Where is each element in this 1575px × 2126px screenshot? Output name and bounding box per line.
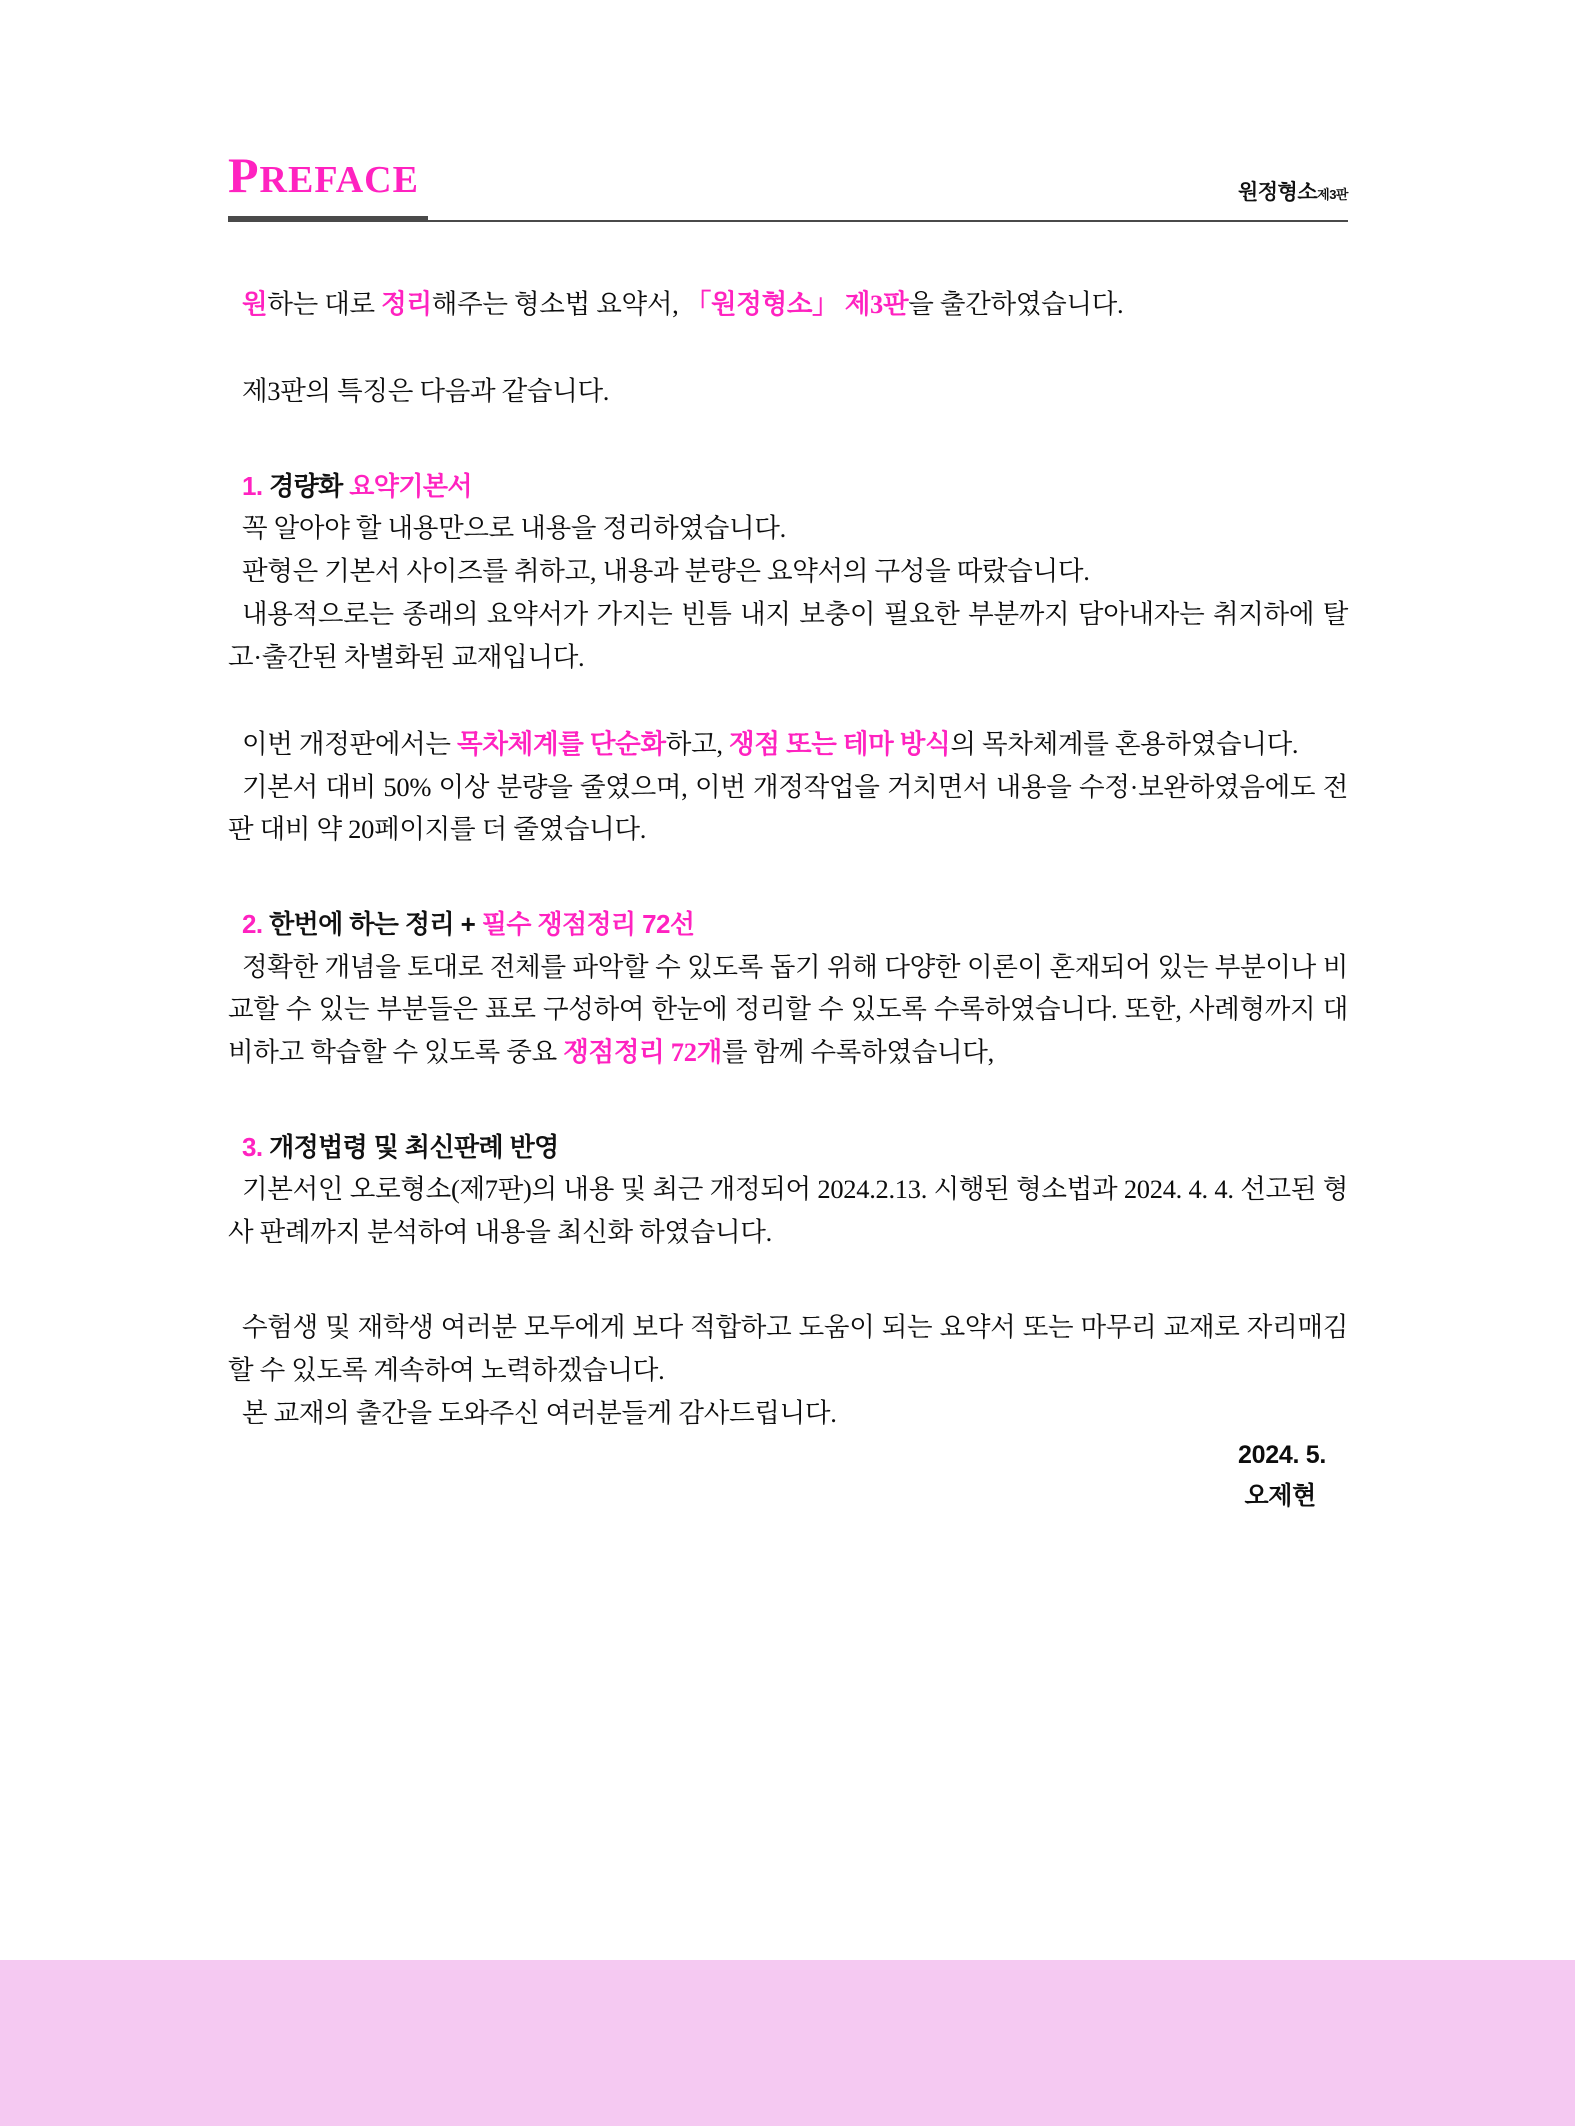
s2p1-text-b: 를 함께 수록하였습니다, bbox=[721, 1037, 994, 1068]
section-3-paragraph-1: 기본서인 오로형소(제7판)의 내용 및 최근 개정되어 2024.2.13. 시행된 형소법과 2024. 4. 4. 선고된 형사 판례까지 분석하여 내용을 최신화 하였습니다. bbox=[228, 1174, 1348, 1248]
intro-text-a: 하는 대로 bbox=[267, 289, 382, 319]
header-divider-thick bbox=[228, 216, 428, 221]
book-edition: 제3판 bbox=[1317, 187, 1348, 202]
section-1-paragraph-1: 꼭 알아야 할 내용만으로 내용을 정리하였습니다. bbox=[242, 512, 786, 543]
intro-highlight-jeongri: 정리 bbox=[381, 289, 432, 319]
section-2-title-pink: 필수 쟁점정리 72선 bbox=[481, 909, 695, 940]
signature-date: 2024. 5. bbox=[1238, 1441, 1326, 1469]
intro-text-c: 을 출간하였습니다. bbox=[908, 289, 1124, 319]
running-head bbox=[1238, 176, 1348, 206]
intro-paragraph-2: 제3판의 특징은 다음과 같습니다. bbox=[242, 375, 610, 406]
s1p4-highlight-toc: 목차체계를 단순화 bbox=[457, 728, 666, 759]
intro-highlight-won: 원 bbox=[242, 289, 268, 319]
intro-paragraph-1 bbox=[228, 283, 1348, 326]
s2p1-highlight-72: 쟁점정리 72개 bbox=[563, 1037, 722, 1068]
footer-color-band bbox=[0, 1960, 1575, 2126]
page-title-rest: REFACE bbox=[259, 159, 419, 201]
section-1-paragraph-2: 판형은 기본서 사이즈를 취하고, 내용과 분량은 요약서의 구성을 따랐습니다. bbox=[242, 555, 1090, 586]
section-2-heading bbox=[228, 903, 1348, 945]
section-1-number: 1. bbox=[242, 470, 263, 501]
s1p4-text-a: 이번 개정판에서는 bbox=[242, 728, 458, 759]
closing-paragraph-1: 수험생 및 재학생 여러분 모두에게 보다 적합하고 도움이 되는 요약서 또는 마무리 교재로 자리매김할 수 있도록 계속하여 노력하겠습니다. bbox=[228, 1312, 1348, 1386]
section-2-title-black: 한번에 하는 정리 + bbox=[262, 909, 482, 940]
page-header bbox=[228, 147, 1348, 230]
s1p4-text-c: 의 목차체계를 혼용하였습니다. bbox=[950, 728, 1299, 759]
section-3-title-black: 개정법령 및 최신판례 반영 bbox=[262, 1132, 559, 1163]
s1p4-highlight-theme: 쟁점 또는 테마 방식 bbox=[729, 728, 951, 759]
book-title: 원정형소 bbox=[1237, 181, 1318, 204]
intro-text-b: 해주는 형소법 요약서, bbox=[431, 289, 685, 319]
section-1-title-pink: 요약기본서 bbox=[349, 470, 472, 501]
closing-paragraph-2: 본 교재의 출간을 도와주신 여러분들게 감사드립니다. bbox=[242, 1398, 837, 1429]
section-1-heading bbox=[228, 465, 1348, 507]
section-3-heading bbox=[228, 1126, 1348, 1168]
section-1-title-black: 경량화 bbox=[262, 470, 350, 501]
section-1-paragraph-4 bbox=[228, 723, 1348, 766]
s1p4-text-b: 하고, bbox=[665, 728, 730, 759]
section-1-paragraph-5: 기본서 대비 50% 이상 분량을 줄였으며, 이번 개정작업을 거치면서 내용을 수정·보완하였음에도 전판 대비 약 20페이지를 더 줄였습니다. bbox=[228, 771, 1348, 845]
section-2-paragraph-1 bbox=[228, 946, 1348, 1075]
intro-highlight-booktitle: 「원정형소」 제3판 bbox=[684, 289, 909, 319]
section-3-number: 3. bbox=[242, 1132, 263, 1163]
page-title bbox=[228, 147, 419, 203]
s2p1-text-a: 정확한 개념을 토대로 전체를 파악할 수 있도록 돕기 위해 다양한 이론이 혼재되어 있는 부분이나 비교할 수 있는 부분들은 표로 구성하여 한눈에 정리할 수 있도록 수록하였습니다. 또한, 사례형까지 대비하고 학습할 수 있도록 중요 bbox=[228, 951, 1348, 1068]
signature-name: 오제현 bbox=[1244, 1481, 1316, 1510]
preface-body bbox=[228, 283, 1348, 1516]
page-title-initial: P bbox=[228, 147, 260, 203]
section-1-paragraph-3: 내용적으로는 종래의 요약서가 가지는 빈틈 내지 보충이 필요한 부분까지 담아내자는 취지하에 탈고·출간된 차별화된 교재입니다. bbox=[228, 598, 1348, 672]
section-2-number: 2. bbox=[242, 909, 263, 940]
